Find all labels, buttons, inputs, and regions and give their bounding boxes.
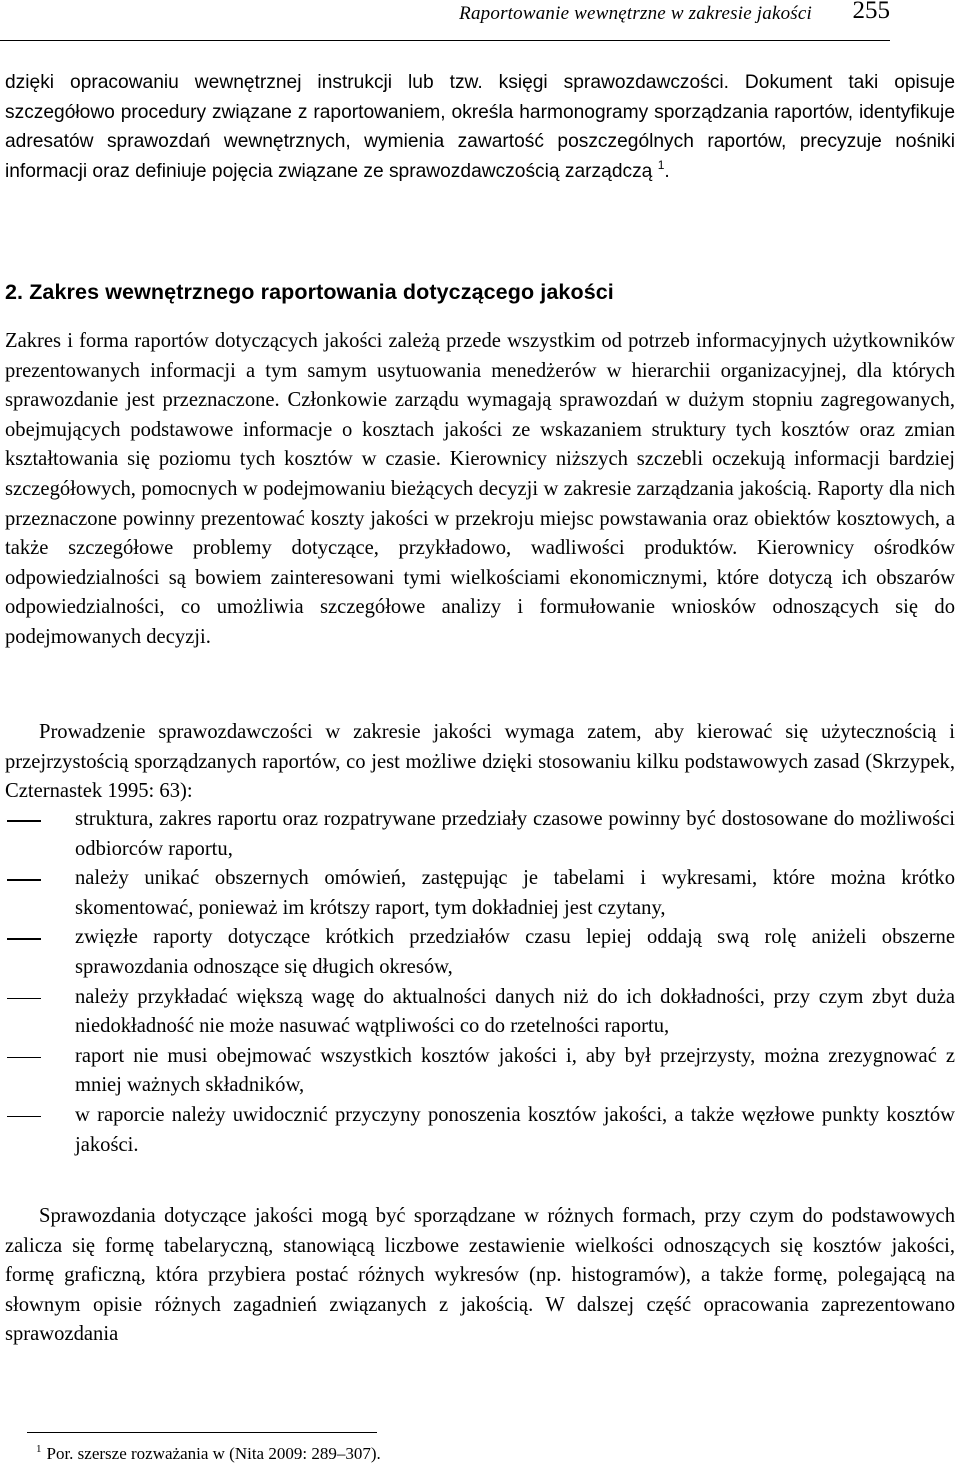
footnote-number: 1 xyxy=(36,1443,42,1455)
paragraph-report-forms: Sprawozdania dotyczące jakości mogą być sporządzane w różnych formach, przy czym do podstawowych zalicza się formę tabelaryczną, stanowiącą liczbowe zestawienie wielkości odnoszących się kosztów jakości, formę graficzną, która przybiera postać różnych wykresów (np. histogramów), a także formę, polegającą na słownym opisie różnych zagadnień związanych z jakością. W dalszej część opracowania zaprezentowano sprawozdania xyxy=(5,1205,955,1346)
intro-paragraph-text: dzięki opracowaniu wewnętrznej instrukcji lub tzw. księgi sprawozdawczości. Dokument taki opisuje szczegółowo procedury związane z raportowaniem, określa harmonogramy sporządzania raportów, identyfikuje adresatów sprawozdań wewnętrznych, wymienia zawartość poszczególnych raportów, precyzuje nośniki informacji oraz definiuje pojęcia związane ze sprawozdawczością zarządczą xyxy=(5,72,955,182)
list-item xyxy=(5,923,955,982)
list-item xyxy=(5,983,955,1042)
running-title: Raportowanie wewnętrzne w zakresie jakości xyxy=(459,3,812,24)
dash-bullet-icon xyxy=(7,938,41,940)
dash-bullet-icon xyxy=(7,998,41,1000)
footnote xyxy=(36,1443,381,1465)
dash-bullet-icon xyxy=(7,1057,41,1059)
page-header xyxy=(0,0,890,41)
dash-bullet-icon xyxy=(7,1116,41,1118)
list-item-text: należy unikać obszernych omówień, zastępując je tabelami i wykresami, które można krótko skomentować, ponieważ im krótszy raport, tym dokładniej jest czytany, xyxy=(75,867,955,919)
page-number: 255 xyxy=(852,0,890,24)
list-item xyxy=(5,1101,955,1160)
intro-paragraph-end: . xyxy=(664,160,670,182)
paragraph-reporting-principles: Prowadzenie sprawozdawczości w zakresie jakości wymaga zatem, aby kierować się użytecznością i przejrzystością sporządzanych raportów, co jest możliwe dzięki stosowaniu kilku podstawowych zasad (Skrzypek, Czternastek 1995: 63): xyxy=(5,721,955,803)
list-item-text: zwięzłe raporty dotyczące krótkich przedziałów czasu lepiej oddają swą rolę aniżeli obszerne sprawozdania odnoszące się długich okresów, xyxy=(75,926,955,978)
intro-paragraph xyxy=(5,68,955,186)
list-item xyxy=(5,805,955,864)
footnote-separator xyxy=(27,1432,377,1433)
dash-bullet-icon xyxy=(7,820,41,822)
list-item xyxy=(5,864,955,923)
dash-bullet-icon xyxy=(7,879,41,881)
footnote-text: Por. szersze rozważania w (Nita 2009: 289–307). xyxy=(46,1444,381,1463)
list-item-text: należy przykładać większą wagę do aktualności danych niż do ich dokładności, przy czym zbyt duża niedokładność nie może nasuwać wątpliwości co do rzetelności raportu, xyxy=(75,985,955,1038)
list-item-text: raport nie musi obejmować wszystkich kosztów jakości i, aby był przejrzysty, można zrezygnować z mniej ważnych składników, xyxy=(75,1044,955,1097)
paragraph-report-scope: Zakres i forma raportów dotyczących jakości zależą przede wszystkim od potrzeb informacyjnych użytkowników prezentowanych informacji a tym samym usytuowania menedżerów w hierarchii organizacyjnej, dla których sprawozdanie jest przeznaczone. Członkowie zarządu wymagają sprawozdań w dużym stopniu zagregowanych, obejmujących podstawowe informacje o kosztach jakości ze wskazaniem struktury tych kosztów oraz zmian kształtowania się poziomu tych kosztów w czasie. Kierownicy niższych szczebli oczekują informacji bardziej szczegółowych, pomocnych w podejmowaniu bieżących decyzji w zakresie zarządzania jakością. Raporty dla nich przeznaczone powinny prezentować koszty jakości w przekroju miejsc powstawania oraz obiektów kosztowych, a także szczegółowe problemy dotyczące, przykładowo, wadliwości produktów. Kierownicy ośrodków odpowiedzialności są bowiem zainteresowani tymi wielkościami ekonomicznymi, które dotyczą ich obszarów odpowiedzialności, co umożliwia szczegółowe analizy i formułowanie wniosków odnoszących się do podejmowanych decyzji. xyxy=(5,330,955,648)
list-item-text: struktura, zakres raportu oraz rozpatrywane przedziały czasowe powinny być dostosowane do możliwości odbiorców raportu, xyxy=(75,808,955,860)
footnote-reference[interactable]: 1 xyxy=(657,157,665,172)
list-item xyxy=(5,1042,955,1101)
principles-list xyxy=(5,805,955,1160)
section-heading: 2. Zakres wewnętrznego raportowania dotyczącego jakości xyxy=(5,280,614,304)
list-item-text: w raporcie należy uwidocznić przyczyny ponoszenia kosztów jakości, a także węzłowe punkty kosztów jakości. xyxy=(75,1103,955,1156)
